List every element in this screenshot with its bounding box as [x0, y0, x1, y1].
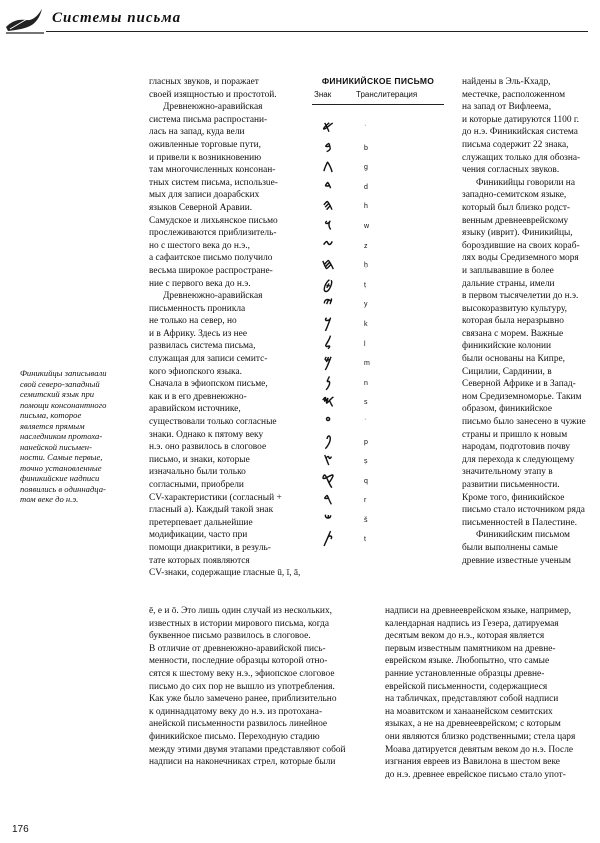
text-line: десятым веком до н.э., которая является [385, 631, 545, 642]
transliteration: r [364, 497, 367, 505]
table-row [308, 314, 448, 334]
phoenician-glyph: 𐤌 [323, 353, 333, 372]
text-line: претерпевает дальнейшие [149, 517, 253, 528]
text-line: В отличие от древнеюжно-аравийской пись- [149, 643, 326, 654]
text-line: они являются близко родственными; стела царя [385, 731, 576, 742]
text-line: высокоразвитую культуру, [462, 303, 567, 314]
phoenician-glyph: 𐤕 [323, 529, 333, 548]
transliteration: ʾ [364, 125, 367, 132]
caption-line: появились в одиннадца- [20, 483, 106, 494]
transliteration: g [364, 164, 368, 172]
text-line: согласными, приобрели [149, 480, 244, 490]
text-line: еврейской письменности, содержащиеся [385, 681, 548, 692]
phoenician-glyph: 𐤐 [324, 431, 332, 450]
text-line: гласный а). Каждый такой знак [149, 505, 274, 516]
text-line: Моава датируется девятым веком до н.э. После [385, 744, 574, 755]
text-line: Как уже было замечено ранее, приблизительно [149, 694, 337, 705]
table-row [308, 236, 448, 256]
phoenician-glyph: 𐤏 [325, 411, 331, 430]
text-line: на табличках, представляют собой надписи [385, 694, 559, 705]
phoenician-alphabet-table [308, 76, 448, 548]
text-line: тате которых появляются [149, 555, 250, 566]
text-line: которая была неразрывно [462, 316, 564, 327]
caption-line: является прямым [20, 420, 85, 431]
transliteration: n [364, 379, 368, 387]
transliteration: ṭ [364, 281, 366, 289]
transliteration: l [364, 340, 366, 348]
caption-line: ности. Самые первые, [20, 452, 103, 462]
text-line: дальние страны, имели [462, 278, 555, 289]
phoenician-glyph: 𐤈 [323, 274, 333, 293]
transliteration: s [364, 399, 368, 407]
header-translit: Транслитерация [356, 90, 418, 99]
phoenician-glyph: 𐤀 [322, 118, 334, 136]
text-line: гласных звуков, и поражает [149, 77, 259, 87]
quill-hand-icon [4, 3, 46, 37]
text-line: Северной Африке и в Запад- [462, 379, 576, 390]
table-row [308, 392, 448, 412]
text-line: и привели к возникновению [149, 152, 262, 163]
table-row [308, 353, 448, 373]
text-line: древние известные ученым [462, 555, 571, 566]
text-line: письменностей в Палестине. [462, 517, 577, 528]
text-line: буквенное письмо развилось в слоговое. [149, 631, 311, 642]
text-line: изначально были только [149, 467, 246, 478]
text-line: Финикийским письмом [476, 530, 570, 541]
text-line: Сначала в эфиопском письме, [149, 379, 268, 390]
table-row [308, 157, 448, 177]
header-rule [46, 31, 588, 32]
table-row [308, 451, 448, 471]
caption-line: нанейской письмен- [20, 441, 92, 452]
text-line: надписи на наконечниках стрел, которые были [149, 757, 336, 768]
caption-line: наследником протоха- [20, 431, 103, 441]
text-line: для перехода к следующему [462, 454, 575, 465]
text-line: лась на запад, куда вели [149, 127, 245, 138]
text-line: письмо было занесено в чужие [462, 417, 586, 428]
table-row [308, 196, 448, 216]
caption-line: свой северо-западный [20, 378, 100, 389]
phoenician-glyph: 𐤁 [324, 137, 332, 156]
caption-line: том веке до н.э. [20, 494, 79, 504]
text-line: служащих только для обозна- [462, 152, 581, 163]
transliteration: q [364, 477, 368, 485]
table-row [308, 412, 448, 432]
text-line: модификации, часто при [149, 530, 248, 541]
phoenician-glyph: 𐤆 [322, 235, 334, 254]
text-line: надписи на древнееврейском языке, например, [385, 606, 572, 616]
phoenician-glyph: 𐤒 [321, 470, 335, 489]
text-line: местечке, расположенном [462, 89, 566, 100]
phoenician-glyph: 𐤅 [324, 215, 332, 234]
transliteration: ṣ [364, 458, 368, 466]
text-line: своей изящностью и простотой. [149, 89, 277, 100]
text-line: к одиннадцатому веку до н.э. из протохана- [149, 706, 323, 717]
table-header [308, 90, 448, 104]
page-header [0, 0, 600, 40]
text-line: но с шестого века до н.э., [149, 240, 250, 251]
text-line: образом, финикийское [462, 404, 552, 415]
text-line: н.э. оно развилось в слоговое [149, 442, 267, 453]
text-line: на моавитском и ханаанейском семитских [385, 706, 553, 717]
text-line: западно-семитском языке, [462, 190, 567, 201]
text-line: развилась система письма, [149, 341, 256, 352]
text-line: письмо до сих пор не вышло из употребления. [149, 681, 335, 692]
text-line: анейской письменности развилось линейное [149, 719, 328, 730]
text-line: календарная надпись из Гезера, датируемая [385, 618, 559, 629]
transliteration: w [364, 222, 370, 230]
text-line: между этими двумя этапами представляют собой [149, 744, 346, 755]
text-line: Древнеюжно-аравийская [163, 291, 263, 302]
transliteration: m [364, 360, 370, 368]
text-line: финикийские колонии [462, 341, 552, 352]
text-line: письменность проникла [149, 303, 246, 314]
text-line: языков Северной Аравии. [149, 202, 253, 213]
text-line: найдены в Эль-Кхадр, [462, 77, 551, 87]
text-line: менности, последние образцы которой отно- [149, 656, 328, 667]
text-line: лях воды Средиземного моря [462, 253, 579, 264]
table-row [308, 510, 448, 530]
text-column-right [462, 76, 594, 567]
text-line: там многочисленных консонан- [149, 165, 276, 176]
text-line: венным древнееврейскому [462, 215, 569, 226]
table-row [308, 334, 448, 354]
bottom-text-left [149, 605, 349, 769]
text-line: первым известным памятником на древне- [385, 643, 556, 654]
text-line: письмо, и знаки, которые [149, 454, 250, 465]
phoenician-glyph: 𐤑 [323, 451, 333, 470]
transliteration: ʿ [364, 418, 367, 426]
caption-line: помощи консонантного [20, 399, 107, 410]
transliteration: k [364, 320, 368, 328]
text-line: служащая для записи семитс- [149, 354, 268, 365]
caption-line: семитский язык при [20, 389, 95, 399]
text-line: развитии письменности. [462, 480, 560, 490]
text-line: а сафаитское письмо получило [149, 253, 273, 264]
text-line: сятся к шестому веку н.э., эфиопское слоговое [149, 668, 335, 679]
text-line: ном Средиземноморье. Таким [462, 391, 582, 402]
phoenician-glyph: 𐤎 [321, 392, 335, 411]
table-row [308, 275, 448, 295]
transliteration: b [364, 144, 368, 152]
caption-line: финикийские надписи [20, 473, 100, 483]
text-line: и в Африку. Здесь из нее [149, 328, 247, 339]
text-line: как и в его древнеюжно- [149, 391, 247, 402]
header-sign: Знак [314, 90, 332, 99]
text-line: Самудское и лихьянское письмо [149, 215, 278, 226]
phoenician-glyph: 𐤃 [324, 176, 332, 195]
text-line: аравийском источнике, [149, 404, 241, 415]
text-line: до н.э. древнее еврейское письмо стало упот- [385, 769, 566, 780]
text-line: который был близко родст- [462, 202, 571, 213]
phoenician-glyph: 𐤄 [322, 196, 334, 215]
text-line: финикийское письмо. Переходную стадию [149, 731, 320, 742]
transliteration: ḥ [364, 262, 368, 270]
text-line: изгнания евреев из Вавилона в шестом веке [385, 757, 560, 768]
text-line: Кроме того, финикийское [462, 492, 565, 503]
table-row [308, 255, 448, 275]
table-row [308, 432, 448, 452]
text-line: народам, подготовив почву [462, 442, 571, 453]
phoenician-glyph: 𐤓 [323, 490, 333, 509]
text-line: существовали только согласные [149, 417, 277, 428]
text-line: CV-знаки, содержащие гласные ū, ī, ā, [149, 568, 301, 579]
section-title: Системы письма [52, 10, 182, 26]
phoenician-glyph: 𐤔 [324, 509, 332, 528]
caption-line: точно установленные [20, 462, 102, 473]
table-row [308, 118, 448, 138]
transliteration: š [364, 516, 368, 524]
text-line: оживленные торговые пути, [149, 139, 261, 150]
phoenician-glyph: 𐤂 [322, 157, 334, 176]
text-line: до н.э. Финикийская система [462, 127, 578, 138]
text-line: чения согласных звуков. [462, 165, 560, 176]
text-line: значительному этапу в [462, 467, 553, 478]
table-title: ФИНИКИЙСКОЕ ПИСЬМО [321, 76, 435, 86]
text-line: языках, а не на древнееврейском; с которым [385, 719, 561, 730]
text-line: и которые датируются 1100 г. [462, 114, 579, 125]
table-rule [312, 104, 444, 105]
text-line: страны и пришло к новым [462, 429, 568, 440]
text-line: Сицилии, Сардинии, в [462, 366, 552, 377]
text-line: были основаны на Кипре, [462, 354, 566, 365]
transliteration: t [364, 536, 366, 544]
table-row [308, 216, 448, 236]
table-row [308, 471, 448, 491]
transliteration: y [364, 301, 368, 309]
bottom-text-right [385, 605, 595, 781]
phoenician-glyph: 𐤇 [321, 255, 335, 274]
page-number: 176 [12, 824, 29, 835]
phoenician-glyph: 𐤊 [324, 313, 332, 332]
phoenician-glyph: 𐤋 [324, 333, 332, 352]
transliteration: h [364, 203, 368, 211]
text-line: мых для записи доарабских [149, 190, 260, 201]
text-line: ē, e и ō. Это лишь один случай из нескольких, [149, 606, 332, 616]
text-line: не только на север, но [149, 316, 237, 327]
text-line: бороздившие на своих кораб- [462, 240, 580, 251]
phoenician-glyph: 𐤍 [325, 372, 331, 391]
text-line: письмо стало источником ряда [462, 505, 585, 516]
text-line: Финикийцы говорили на [476, 177, 575, 188]
text-line: CV-характеристики (согласный + [149, 492, 282, 503]
caption-line: Финикийцы записывали [20, 368, 107, 378]
text-line: прослеживаются приблизитель- [149, 228, 277, 239]
table-row [308, 529, 448, 549]
text-line: весьма широкое распростране- [149, 265, 273, 276]
text-line: кого эфиопского языка. [149, 366, 242, 377]
transliteration: z [364, 242, 368, 250]
table-row [308, 138, 448, 158]
text-line: письма содержит 22 знака, [462, 139, 569, 150]
text-line: ранние установленные образцы древне- [385, 668, 545, 679]
phoenician-glyph: 𐤉 [323, 294, 333, 313]
caption-line: письма, которое [20, 410, 82, 420]
text-line: ние с первого века до н.э. [149, 278, 251, 289]
transliteration: p [364, 438, 368, 446]
text-line: тных систем письма, использue- [149, 177, 278, 188]
side-caption [20, 368, 124, 505]
table-row [308, 373, 448, 393]
text-line: на запад от Вифлеема, [462, 102, 552, 113]
text-line: знаки. Однако к пятому веку [149, 429, 264, 440]
text-line: система письма распростани- [149, 114, 268, 125]
text-line: связана с морем. Важные [462, 328, 564, 339]
text-line: Древнеюжно-аравийская [163, 102, 263, 113]
text-line: помощи диакритики, в резуль- [149, 542, 271, 553]
table-rows [308, 118, 448, 549]
table-row [308, 490, 448, 510]
text-line: еврейском языке. Любопытно, что самые [385, 656, 550, 667]
table-row [308, 177, 448, 197]
transliteration: d [364, 183, 368, 191]
text-line: в первом тысячелетии до н.э. [462, 291, 579, 302]
text-line: были выполнены самые [462, 542, 558, 553]
text-line: языку (иврит). Финикийцы, [462, 228, 573, 239]
table-row [308, 294, 448, 314]
text-line: и заплывавшие в более [462, 265, 554, 276]
text-line: известных в истории мирового письма, когда [149, 618, 330, 629]
